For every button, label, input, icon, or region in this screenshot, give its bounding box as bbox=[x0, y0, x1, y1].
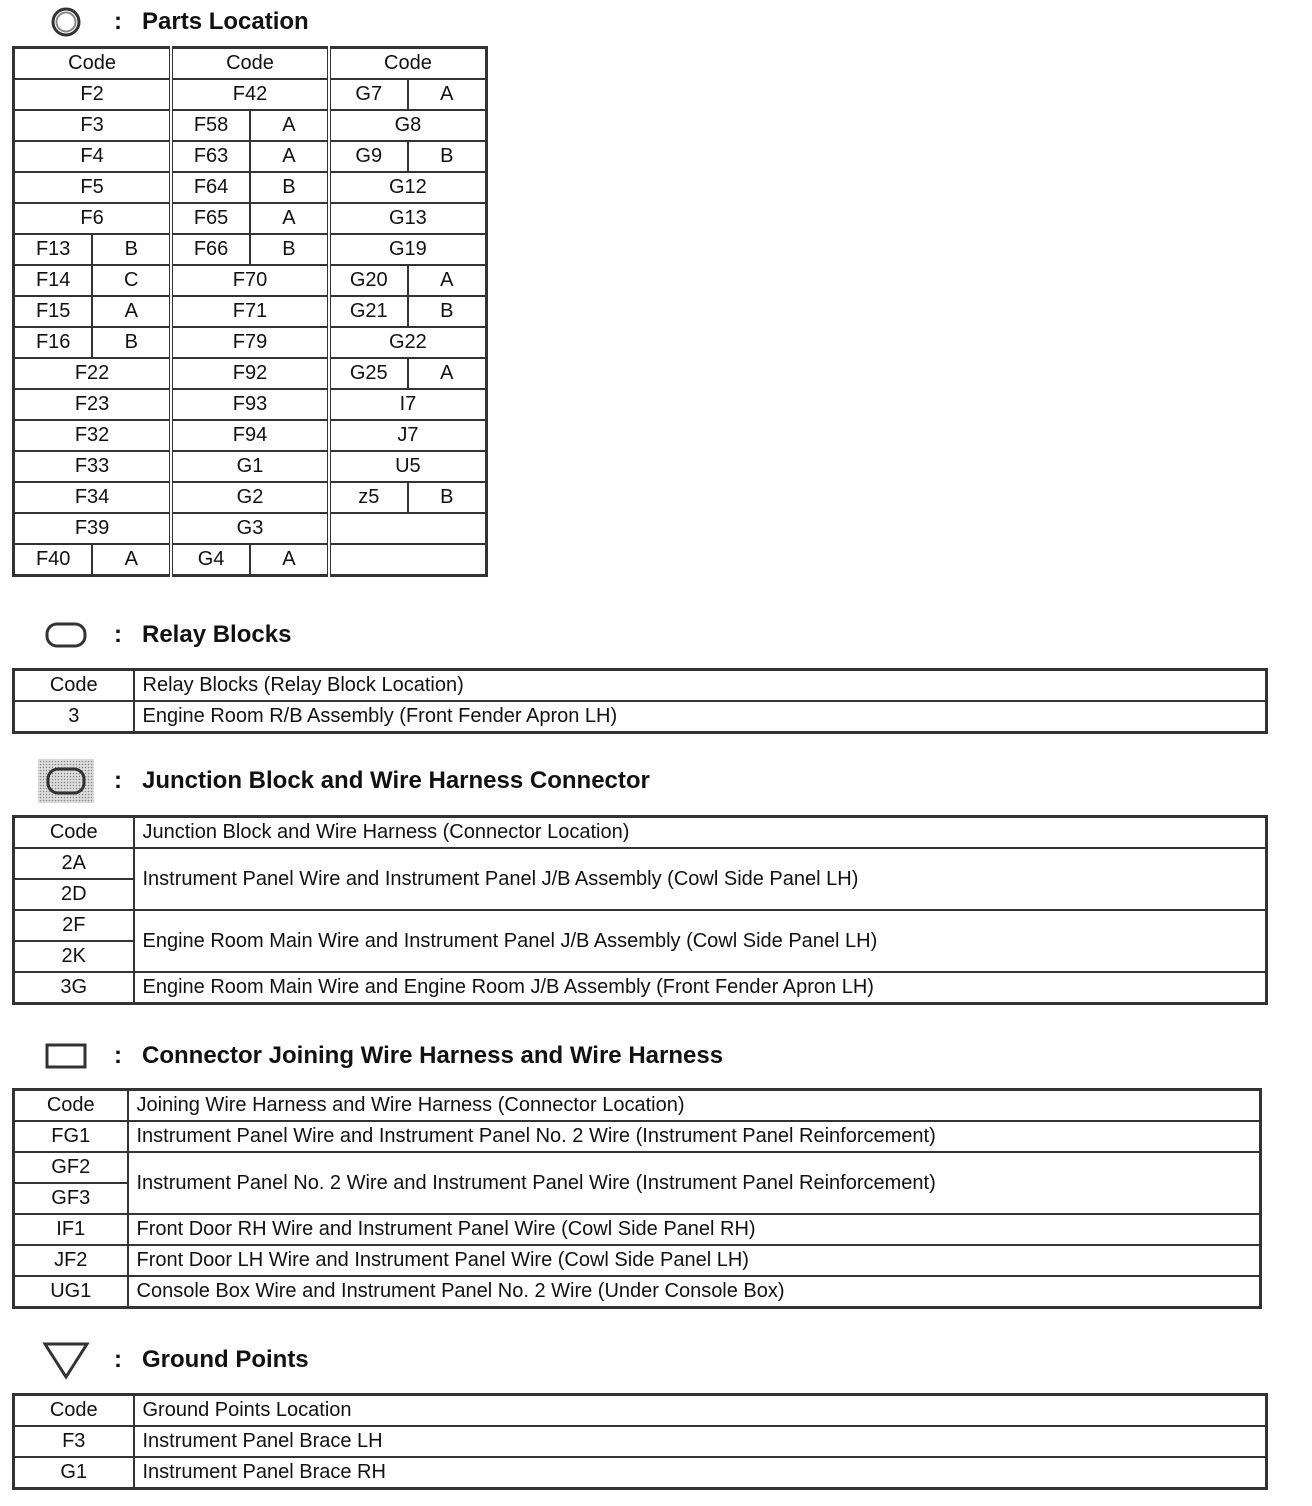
triangle-down-icon bbox=[36, 1340, 96, 1380]
location-letter-cell: A bbox=[250, 141, 329, 172]
code-cell: F70 bbox=[171, 265, 329, 296]
code-cell bbox=[329, 544, 487, 576]
relay-blocks-heading bbox=[36, 615, 291, 655]
header-cell: Code bbox=[171, 48, 329, 80]
header-cell: Junction Block and Wire Harness (Connector Location) bbox=[134, 817, 1267, 849]
code-cell: F6 bbox=[14, 203, 172, 234]
table-row bbox=[14, 1152, 1261, 1183]
section-title: Ground Points bbox=[142, 1346, 309, 1373]
location-cell: Engine Room Main Wire and Instrument Panel J/B Assembly (Cowl Side Panel LH) bbox=[134, 910, 1267, 972]
code-cell: F66 bbox=[171, 234, 250, 265]
code-cell: I7 bbox=[329, 389, 487, 420]
junction-block-table bbox=[12, 815, 1268, 1005]
section-title: Parts Location bbox=[142, 8, 309, 35]
table-row bbox=[14, 1245, 1261, 1276]
code-cell: F58 bbox=[171, 110, 250, 141]
section-title: Connector Joining Wire Harness and Wire Harness bbox=[142, 1042, 724, 1069]
location-cell: Front Door LH Wire and Instrument Panel Wire (Cowl Side Panel LH) bbox=[128, 1245, 1261, 1276]
table-row bbox=[14, 910, 1267, 941]
table-row bbox=[14, 141, 487, 172]
location-cell: Instrument Panel Brace LH bbox=[134, 1426, 1267, 1457]
location-letter-cell: B bbox=[408, 141, 487, 172]
code-cell: F2 bbox=[14, 79, 172, 110]
header-cell: Relay Blocks (Relay Block Location) bbox=[134, 670, 1267, 702]
code-cell: F3 bbox=[14, 1426, 134, 1457]
table-header-row bbox=[14, 1090, 1261, 1122]
table-row bbox=[14, 358, 487, 389]
code-cell: 2A bbox=[14, 848, 134, 879]
table-header-row bbox=[14, 817, 1267, 849]
code-cell: G19 bbox=[329, 234, 487, 265]
table-row bbox=[14, 1214, 1261, 1245]
code-cell: F22 bbox=[14, 358, 172, 389]
parts-location-heading bbox=[36, 2, 309, 42]
code-cell: 2D bbox=[14, 879, 134, 910]
location-cell: Console Box Wire and Instrument Panel No. 2 Wire (Under Console Box) bbox=[128, 1276, 1261, 1308]
section-title: Relay Blocks bbox=[142, 621, 292, 648]
table-header-row bbox=[14, 1395, 1267, 1427]
location-letter-cell: A bbox=[92, 296, 171, 327]
code-cell: JF2 bbox=[14, 1245, 128, 1276]
code-cell: UG1 bbox=[14, 1276, 128, 1308]
table-row bbox=[14, 79, 487, 110]
location-cell: Instrument Panel Wire and Instrument Panel No. 2 Wire (Instrument Panel Reinforcement) bbox=[128, 1121, 1261, 1152]
header-cell: Ground Points Location bbox=[134, 1395, 1267, 1427]
colon: : bbox=[114, 1042, 122, 1069]
location-letter-cell: B bbox=[408, 296, 487, 327]
table-row bbox=[14, 848, 1267, 879]
location-cell: Front Door RH Wire and Instrument Panel Wire (Cowl Side Panel RH) bbox=[128, 1214, 1261, 1245]
location-cell: Engine Room Main Wire and Engine Room J/B Assembly (Front Fender Apron LH) bbox=[134, 972, 1267, 1004]
code-cell: F79 bbox=[171, 327, 329, 358]
table-row bbox=[14, 1426, 1267, 1457]
table-row bbox=[14, 420, 487, 451]
location-letter-cell: B bbox=[92, 327, 171, 358]
code-cell: G21 bbox=[329, 296, 408, 327]
location-letter-cell: C bbox=[92, 265, 171, 296]
code-cell: J7 bbox=[329, 420, 487, 451]
code-cell: F16 bbox=[14, 327, 93, 358]
shaded-rounded-rect-icon bbox=[36, 761, 96, 801]
location-cell: Instrument Panel Brace RH bbox=[134, 1457, 1267, 1489]
code-cell: F5 bbox=[14, 172, 172, 203]
location-letter-cell: A bbox=[250, 203, 329, 234]
location-cell: Engine Room R/B Assembly (Front Fender Apron LH) bbox=[134, 701, 1267, 733]
code-cell: F33 bbox=[14, 451, 172, 482]
location-letter-cell: A bbox=[408, 265, 487, 296]
code-cell: G1 bbox=[14, 1457, 134, 1489]
code-cell: F92 bbox=[171, 358, 329, 389]
table-row bbox=[14, 701, 1267, 733]
relay-blocks-table bbox=[12, 668, 1268, 734]
code-cell: F40 bbox=[14, 544, 93, 576]
code-cell: G7 bbox=[329, 79, 408, 110]
section-title: Junction Block and Wire Harness Connector bbox=[142, 767, 650, 794]
table-row bbox=[14, 482, 487, 513]
code-cell: 3 bbox=[14, 701, 134, 733]
code-cell: G4 bbox=[171, 544, 250, 576]
code-cell: FG1 bbox=[14, 1121, 128, 1152]
header-cell: Code bbox=[14, 48, 172, 80]
code-cell: F13 bbox=[14, 234, 93, 265]
table-row bbox=[14, 172, 487, 203]
code-cell: 2F bbox=[14, 910, 134, 941]
code-cell: 3G bbox=[14, 972, 134, 1004]
junction-block-heading bbox=[36, 761, 650, 801]
header-cell: Code bbox=[14, 817, 134, 849]
code-cell: F64 bbox=[171, 172, 250, 203]
header-cell: Code bbox=[14, 1395, 134, 1427]
table-row bbox=[14, 1276, 1261, 1308]
table-row bbox=[14, 513, 487, 544]
code-cell: F32 bbox=[14, 420, 172, 451]
parts-location-table bbox=[12, 46, 488, 577]
code-cell: G8 bbox=[329, 110, 487, 141]
location-letter-cell: A bbox=[250, 544, 329, 576]
code-cell: F71 bbox=[171, 296, 329, 327]
code-cell: G22 bbox=[329, 327, 487, 358]
code-cell: z5 bbox=[329, 482, 408, 513]
location-cell: Instrument Panel Wire and Instrument Panel J/B Assembly (Cowl Side Panel LH) bbox=[134, 848, 1267, 910]
table-row bbox=[14, 1457, 1267, 1489]
code-cell: G20 bbox=[329, 265, 408, 296]
code-cell: F34 bbox=[14, 482, 172, 513]
code-cell: G9 bbox=[329, 141, 408, 172]
code-cell: G12 bbox=[329, 172, 487, 203]
circle-icon bbox=[36, 2, 96, 42]
code-cell: G25 bbox=[329, 358, 408, 389]
location-letter-cell: B bbox=[92, 234, 171, 265]
code-cell: F3 bbox=[14, 110, 172, 141]
code-cell: G2 bbox=[171, 482, 329, 513]
colon: : bbox=[114, 8, 122, 35]
table-header-row bbox=[14, 48, 487, 80]
table-row bbox=[14, 296, 487, 327]
code-cell: F63 bbox=[171, 141, 250, 172]
location-cell: Instrument Panel No. 2 Wire and Instrument Panel Wire (Instrument Panel Reinforcement) bbox=[128, 1152, 1261, 1214]
connector-joining-table bbox=[12, 1088, 1262, 1309]
table-row bbox=[14, 265, 487, 296]
code-cell: F94 bbox=[171, 420, 329, 451]
table-row bbox=[14, 972, 1267, 1004]
code-cell: F15 bbox=[14, 296, 93, 327]
rounded-rect-icon bbox=[36, 615, 96, 655]
location-letter-cell: B bbox=[250, 172, 329, 203]
code-cell: G1 bbox=[171, 451, 329, 482]
code-cell bbox=[329, 513, 487, 544]
location-letter-cell: A bbox=[92, 544, 171, 576]
header-cell: Code bbox=[14, 670, 134, 702]
table-header-row bbox=[14, 670, 1267, 702]
table-row bbox=[14, 234, 487, 265]
code-cell: F93 bbox=[171, 389, 329, 420]
header-cell: Code bbox=[329, 48, 487, 80]
location-letter-cell: A bbox=[250, 110, 329, 141]
location-letter-cell: A bbox=[408, 79, 487, 110]
table-row bbox=[14, 544, 487, 576]
code-cell: F42 bbox=[171, 79, 329, 110]
connector-joining-heading bbox=[36, 1036, 723, 1076]
code-cell: G13 bbox=[329, 203, 487, 234]
code-cell: GF3 bbox=[14, 1183, 128, 1214]
code-cell: F65 bbox=[171, 203, 250, 234]
colon: : bbox=[114, 1346, 122, 1373]
code-cell: F4 bbox=[14, 141, 172, 172]
table-row bbox=[14, 451, 487, 482]
code-cell: 2K bbox=[14, 941, 134, 972]
table-row bbox=[14, 327, 487, 358]
code-cell: U5 bbox=[329, 451, 487, 482]
colon: : bbox=[114, 767, 122, 794]
location-letter-cell: B bbox=[250, 234, 329, 265]
code-cell: GF2 bbox=[14, 1152, 128, 1183]
table-row bbox=[14, 203, 487, 234]
code-cell: G3 bbox=[171, 513, 329, 544]
header-cell: Code bbox=[14, 1090, 128, 1122]
code-cell: IF1 bbox=[14, 1214, 128, 1245]
ground-points-heading bbox=[36, 1340, 309, 1380]
code-cell: F14 bbox=[14, 265, 93, 296]
ground-points-table bbox=[12, 1393, 1268, 1490]
table-row bbox=[14, 1121, 1261, 1152]
code-cell: F39 bbox=[14, 513, 172, 544]
table-row bbox=[14, 110, 487, 141]
header-cell: Joining Wire Harness and Wire Harness (Connector Location) bbox=[128, 1090, 1261, 1122]
location-letter-cell: A bbox=[408, 358, 487, 389]
table-row bbox=[14, 389, 487, 420]
location-letter-cell: B bbox=[408, 482, 487, 513]
code-cell: F23 bbox=[14, 389, 172, 420]
colon: : bbox=[114, 621, 122, 648]
rectangle-icon bbox=[36, 1036, 96, 1076]
